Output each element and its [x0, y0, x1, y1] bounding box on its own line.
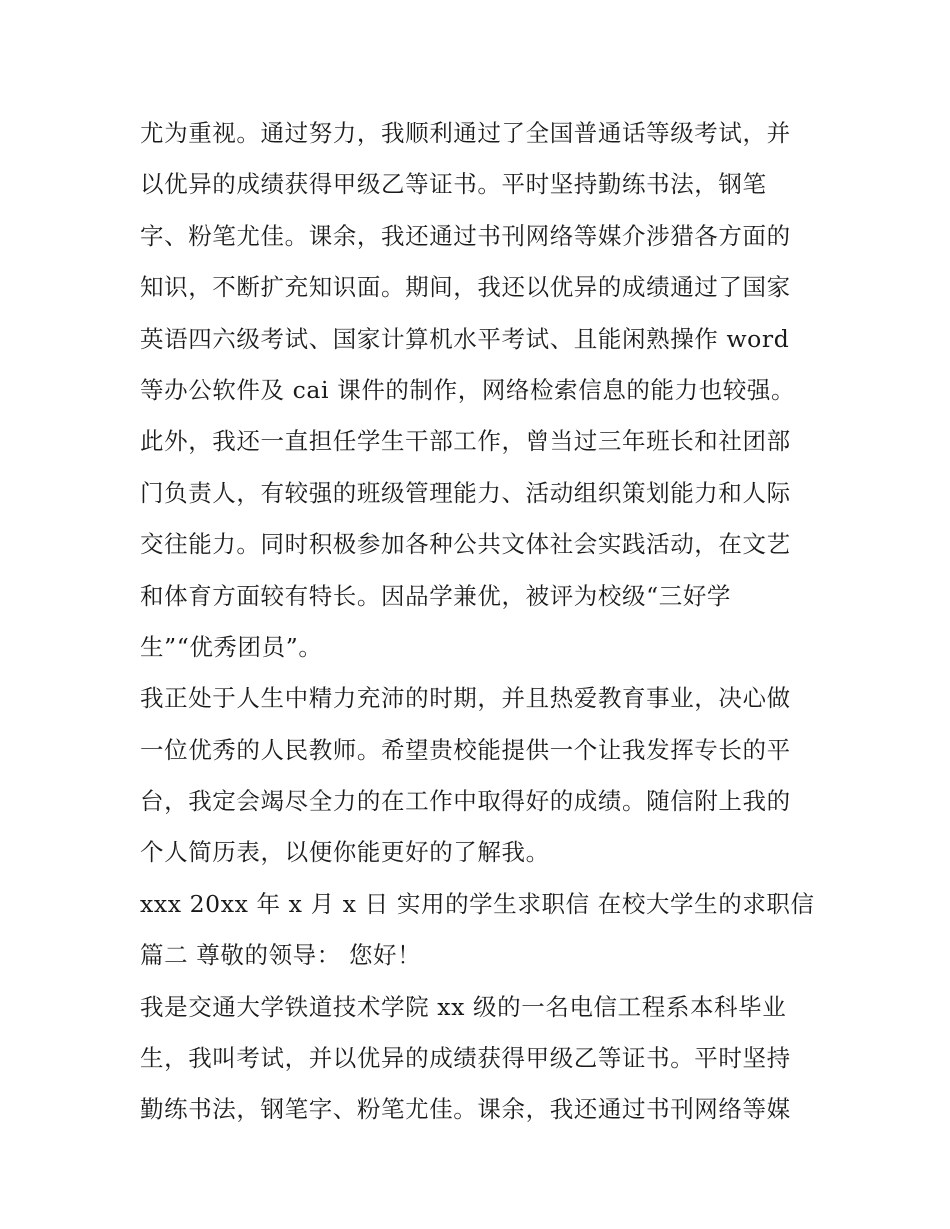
- text-line: 字、粉笔尤佳。课余，我还通过书刊网络等媒介涉猎各方面的: [140, 221, 791, 250]
- text-line: xxx 20xx 年 x 月 x 日 实用的学生求职信 在校大学生的求职信: [140, 889, 815, 918]
- text-line: 我是交通大学铁道技术学院 xx 级的一名电信工程系本科毕业: [140, 992, 787, 1021]
- text-line: 生”“优秀团员”。: [140, 632, 323, 661]
- text-line: 等办公软件及 cai 课件的制作，网络检索信息的能力也较强。: [140, 375, 796, 404]
- document-body: [140, 108, 820, 1136]
- text-line: 以优异的成绩获得甲级乙等证书。平时坚持勤练书法，钢笔: [140, 170, 767, 199]
- text-line: 英语四六级考试、国家计算机水平考试、且能闲熟操作 word: [140, 324, 790, 353]
- text-line: 勤练书法，钢笔字、粉笔尤佳。课余，我还通过书刊网络等媒: [140, 1095, 791, 1124]
- text-line: 台，我定会竭尽全力的在工作中取得好的成绩。随信附上我的: [140, 787, 791, 816]
- text-line: 交往能力。同时积极参加各种公共文体社会实践活动，在文艺: [140, 530, 791, 559]
- text-line: 个人简历表，以便你能更好的了解我。: [140, 838, 550, 867]
- text-line: 我正处于人生中精力充沛的时期，并且热爱教育事业，决心做: [140, 684, 791, 713]
- text-line: 生，我叫考试，并以优异的成绩获得甲级乙等证书。平时坚持: [140, 1044, 791, 1073]
- text-line: 篇二 尊敬的领导： 您好！: [140, 941, 422, 970]
- text-line: 尤为重视。通过努力，我顺利通过了全国普通话等级考试，并: [140, 119, 791, 147]
- text-line: 此外，我还一直担任学生干部工作，曾当过三年班长和社团部: [140, 427, 791, 456]
- text-line: 门负责人，有较强的班级管理能力、活动组织策划能力和人际: [140, 478, 791, 507]
- text-line: 知识，不断扩充知识面。期间，我还以优异的成绩通过了国家: [140, 273, 791, 302]
- text-line: 和体育方面较有特长。因品学兼优，被评为校级“三好学: [140, 581, 732, 610]
- text-line: 一位优秀的人民教师。希望贵校能提供一个让我发挥专长的平: [140, 735, 791, 764]
